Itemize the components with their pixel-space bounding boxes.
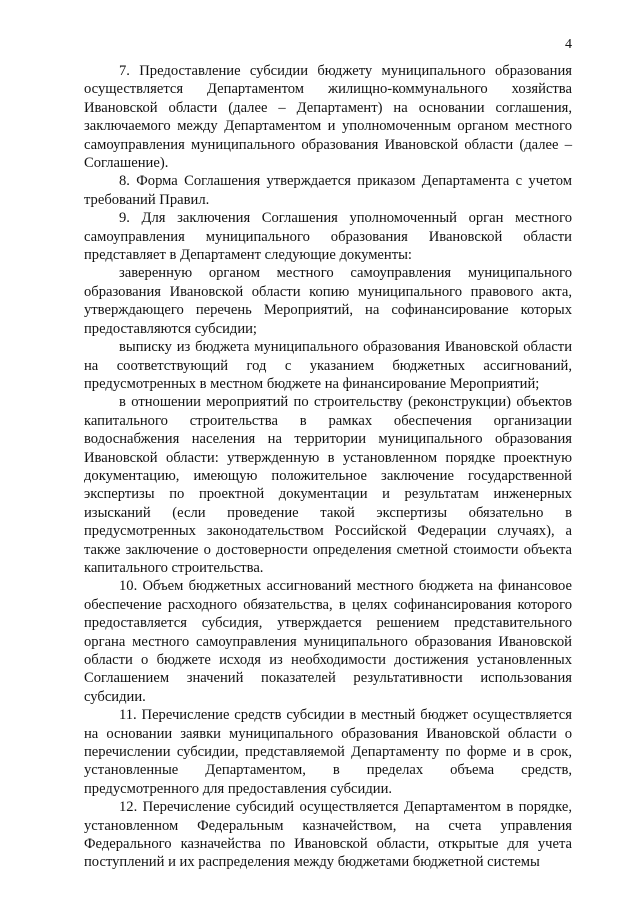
paragraph-11: 11. Перечисление средств субсидии в местный бюджет осуществляется на основании заявки муниципального образования Ивановской области о перечислении субсидии, представляемой Департаменту по форме и в срок, установленные Департаментом, в пределах объема средств, предусмотренного для предоставления субсидии. [84,707,572,797]
paragraph-9-item-construction-docs: в отношении мероприятий по строительству (реконструкции) объектов капитального строительства в рамках обеспечения организации водоснабжения населения на территории муниципального образования Ивановской области: утвержденную в установленном порядке проектную документацию, имеющую положительное заключение государственной экспертизы по проектной документации и результатам инженерных изысканий (если проведение такой экспертизы обязательно в предусмотренных законодательством Российской Федерации случаях), а также заключение о достоверности определения сметной стоимости объекта капитального строительства. [84,394,572,576]
page-number: 4 [565,37,572,52]
paragraph-9: 9. Для заключения Соглашения уполномоченный орган местного самоуправления муниципального образования Ивановской области представляет в Департамент следующие документы: [84,210,572,264]
paragraph-9-item-budget-extract: выписку из бюджета муниципального образования Ивановской области на соответствующий год с указанием бюджетных ассигнований, предусмотренных в местном бюджете на финансирование Мероприятий; [84,339,572,392]
paragraph-7: 7. Предоставление субсидии бюджету муниципального образования осуществляется Департаментом жилищно-коммунального хозяйства Ивановской области (далее – Департамент) на основании соглашения, заключаемого между Департаментом и уполномоченным органом местного самоуправления муниципального образования Ивановской области (далее – Соглашение). [84,63,572,172]
paragraph-9-item-copy-act: заверенную органом местного самоуправления муниципального образования Ивановской области копию муниципального правового акта, утверждающего перечень Мероприятий, на софинансирование которых предоставляются субсидии; [84,265,572,337]
paragraph-12: 12. Перечисление субсидий осуществляется Департаментом в порядке, установленном Федеральным казначейством, на счета управления Федерального казначейства по Ивановской области, открытые для учета поступлений и их распределения между бюджетами бюджетной системы [84,799,572,871]
paragraph-8: 8. Форма Соглашения утверждается приказом Департамента с учетом требований Правил. [84,173,572,208]
paragraph-10: 10. Объем бюджетных ассигнований местного бюджета на финансовое обеспечение расходного обязательства, в целях софинансирования которого предоставляется субсидия, утверждается решением представительного органа местного самоуправления муниципального образования Ивановской области о бюджете исходя из необходимости достижения установленных Соглашением значений показателей результативности использования субсидии. [84,578,572,705]
document-body [84,62,572,872]
